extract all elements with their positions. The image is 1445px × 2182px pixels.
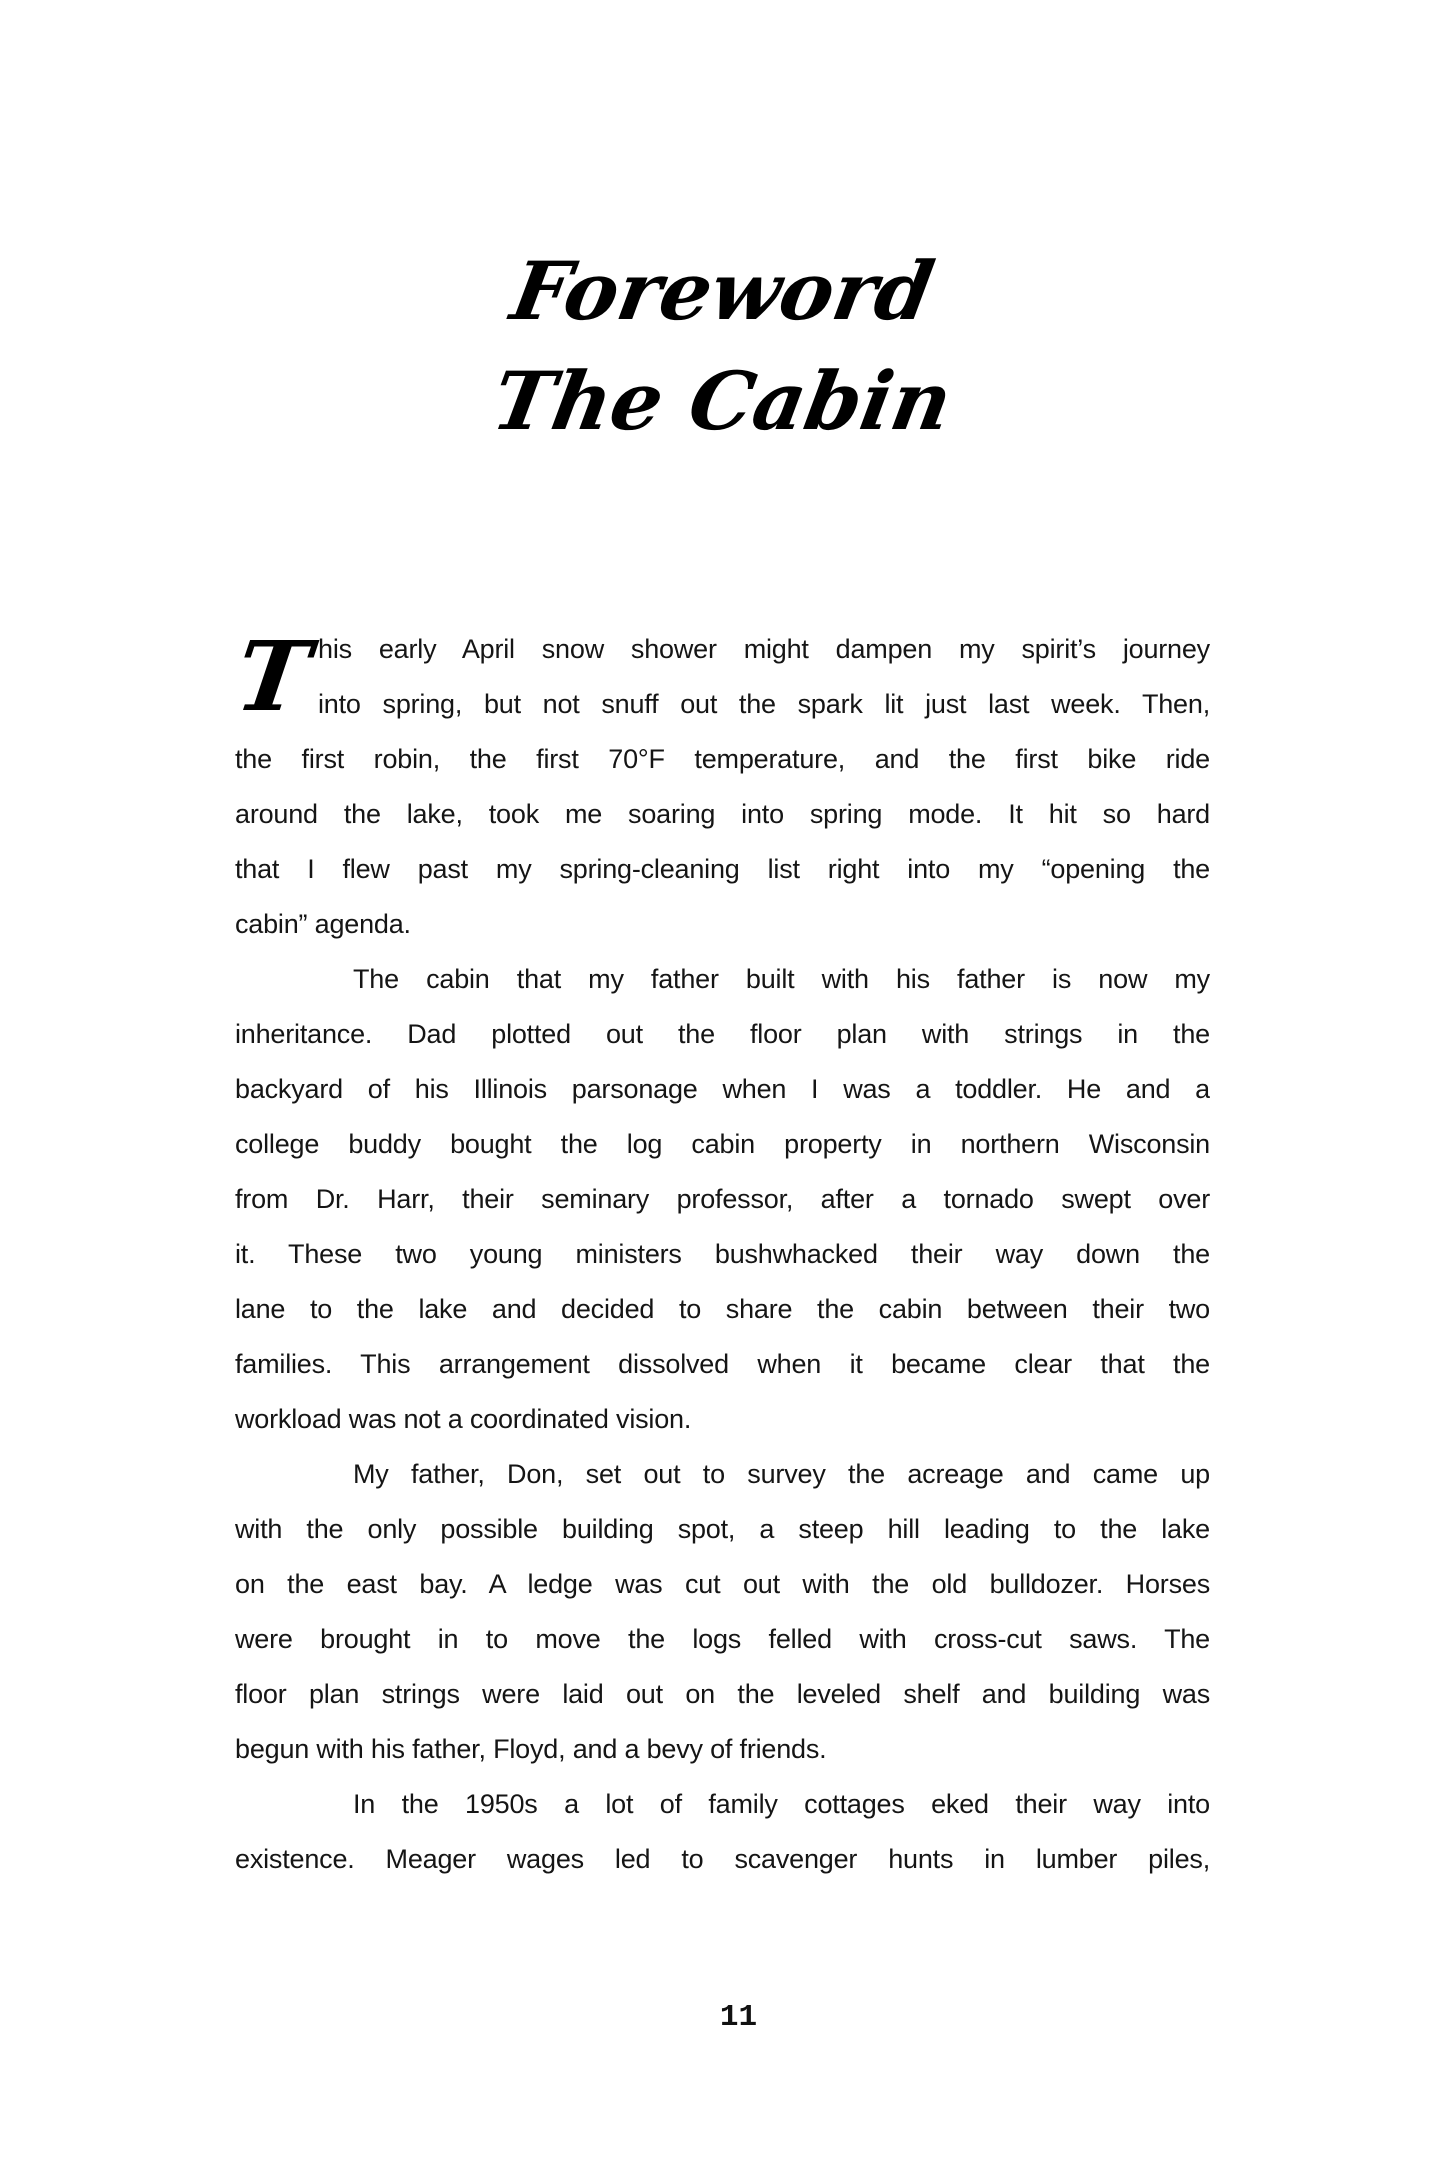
body-line: lane to the lake and decided to share the cabin between their two	[235, 1294, 1210, 1324]
body-line: cabin” agenda.	[235, 909, 411, 939]
body-line: on the east bay. A ledge was cut out with the old bulldozer. Horses	[235, 1569, 1210, 1599]
body-line: the first robin, the first 70°F temperature, and the first bike ride	[235, 744, 1210, 774]
body-line: families. This arrangement dissolved when it became clear that the	[235, 1349, 1210, 1379]
chapter-title	[0, 236, 1445, 456]
chapter-title-line-2: The Cabin	[485, 354, 960, 448]
body-line: college buddy bought the log cabin property in northern Wisconsin	[235, 1129, 1210, 1159]
body-line: floor plan strings were laid out on the leveled shelf and building was	[235, 1679, 1210, 1709]
body-line: existence. Meager wages led to scavenger hunts in lumber piles,	[235, 1844, 1210, 1874]
body-line: around the lake, took me soaring into spring mode. It hit so hard	[235, 799, 1210, 829]
body-text	[229, 620, 1210, 1887]
body-line: inheritance. Dad plotted out the floor plan with strings in the	[235, 1019, 1210, 1049]
body-line: with the only possible building spot, a steep hill leading to the lake	[235, 1514, 1210, 1544]
body-line: The cabin that my father built with his father is now my	[353, 964, 1210, 994]
page-number: 11	[719, 2000, 758, 2035]
body-line: My father, Don, set out to survey the acreage and came up	[353, 1459, 1210, 1489]
body-line: begun with his father, Floyd, and a bevy of friends.	[235, 1734, 827, 1764]
body-line: that I flew past my spring-cleaning list right into my “opening the	[235, 854, 1210, 884]
body-line: were brought in to move the logs felled with cross-cut saws. The	[235, 1624, 1210, 1654]
body-line: from Dr. Harr, their seminary professor, after a tornado swept over	[235, 1184, 1210, 1214]
body-line: workload was not a coordinated vision.	[235, 1404, 692, 1434]
drop-cap-letter: T	[229, 620, 317, 733]
body-line: backyard of his Illinois parsonage when I was a toddler. He and a	[235, 1074, 1210, 1104]
body-line: into spring, but not snuff out the spark lit just last week. Then,	[318, 689, 1210, 719]
body-line: In the 1950s a lot of family cottages eked their way into	[353, 1789, 1210, 1819]
body-line: it. These two young ministers bushwhacked their way down the	[235, 1239, 1210, 1269]
body-line: his early April snow shower might dampen my spirit’s journey	[318, 634, 1210, 664]
chapter-title-line-1: Foreword	[504, 244, 941, 338]
